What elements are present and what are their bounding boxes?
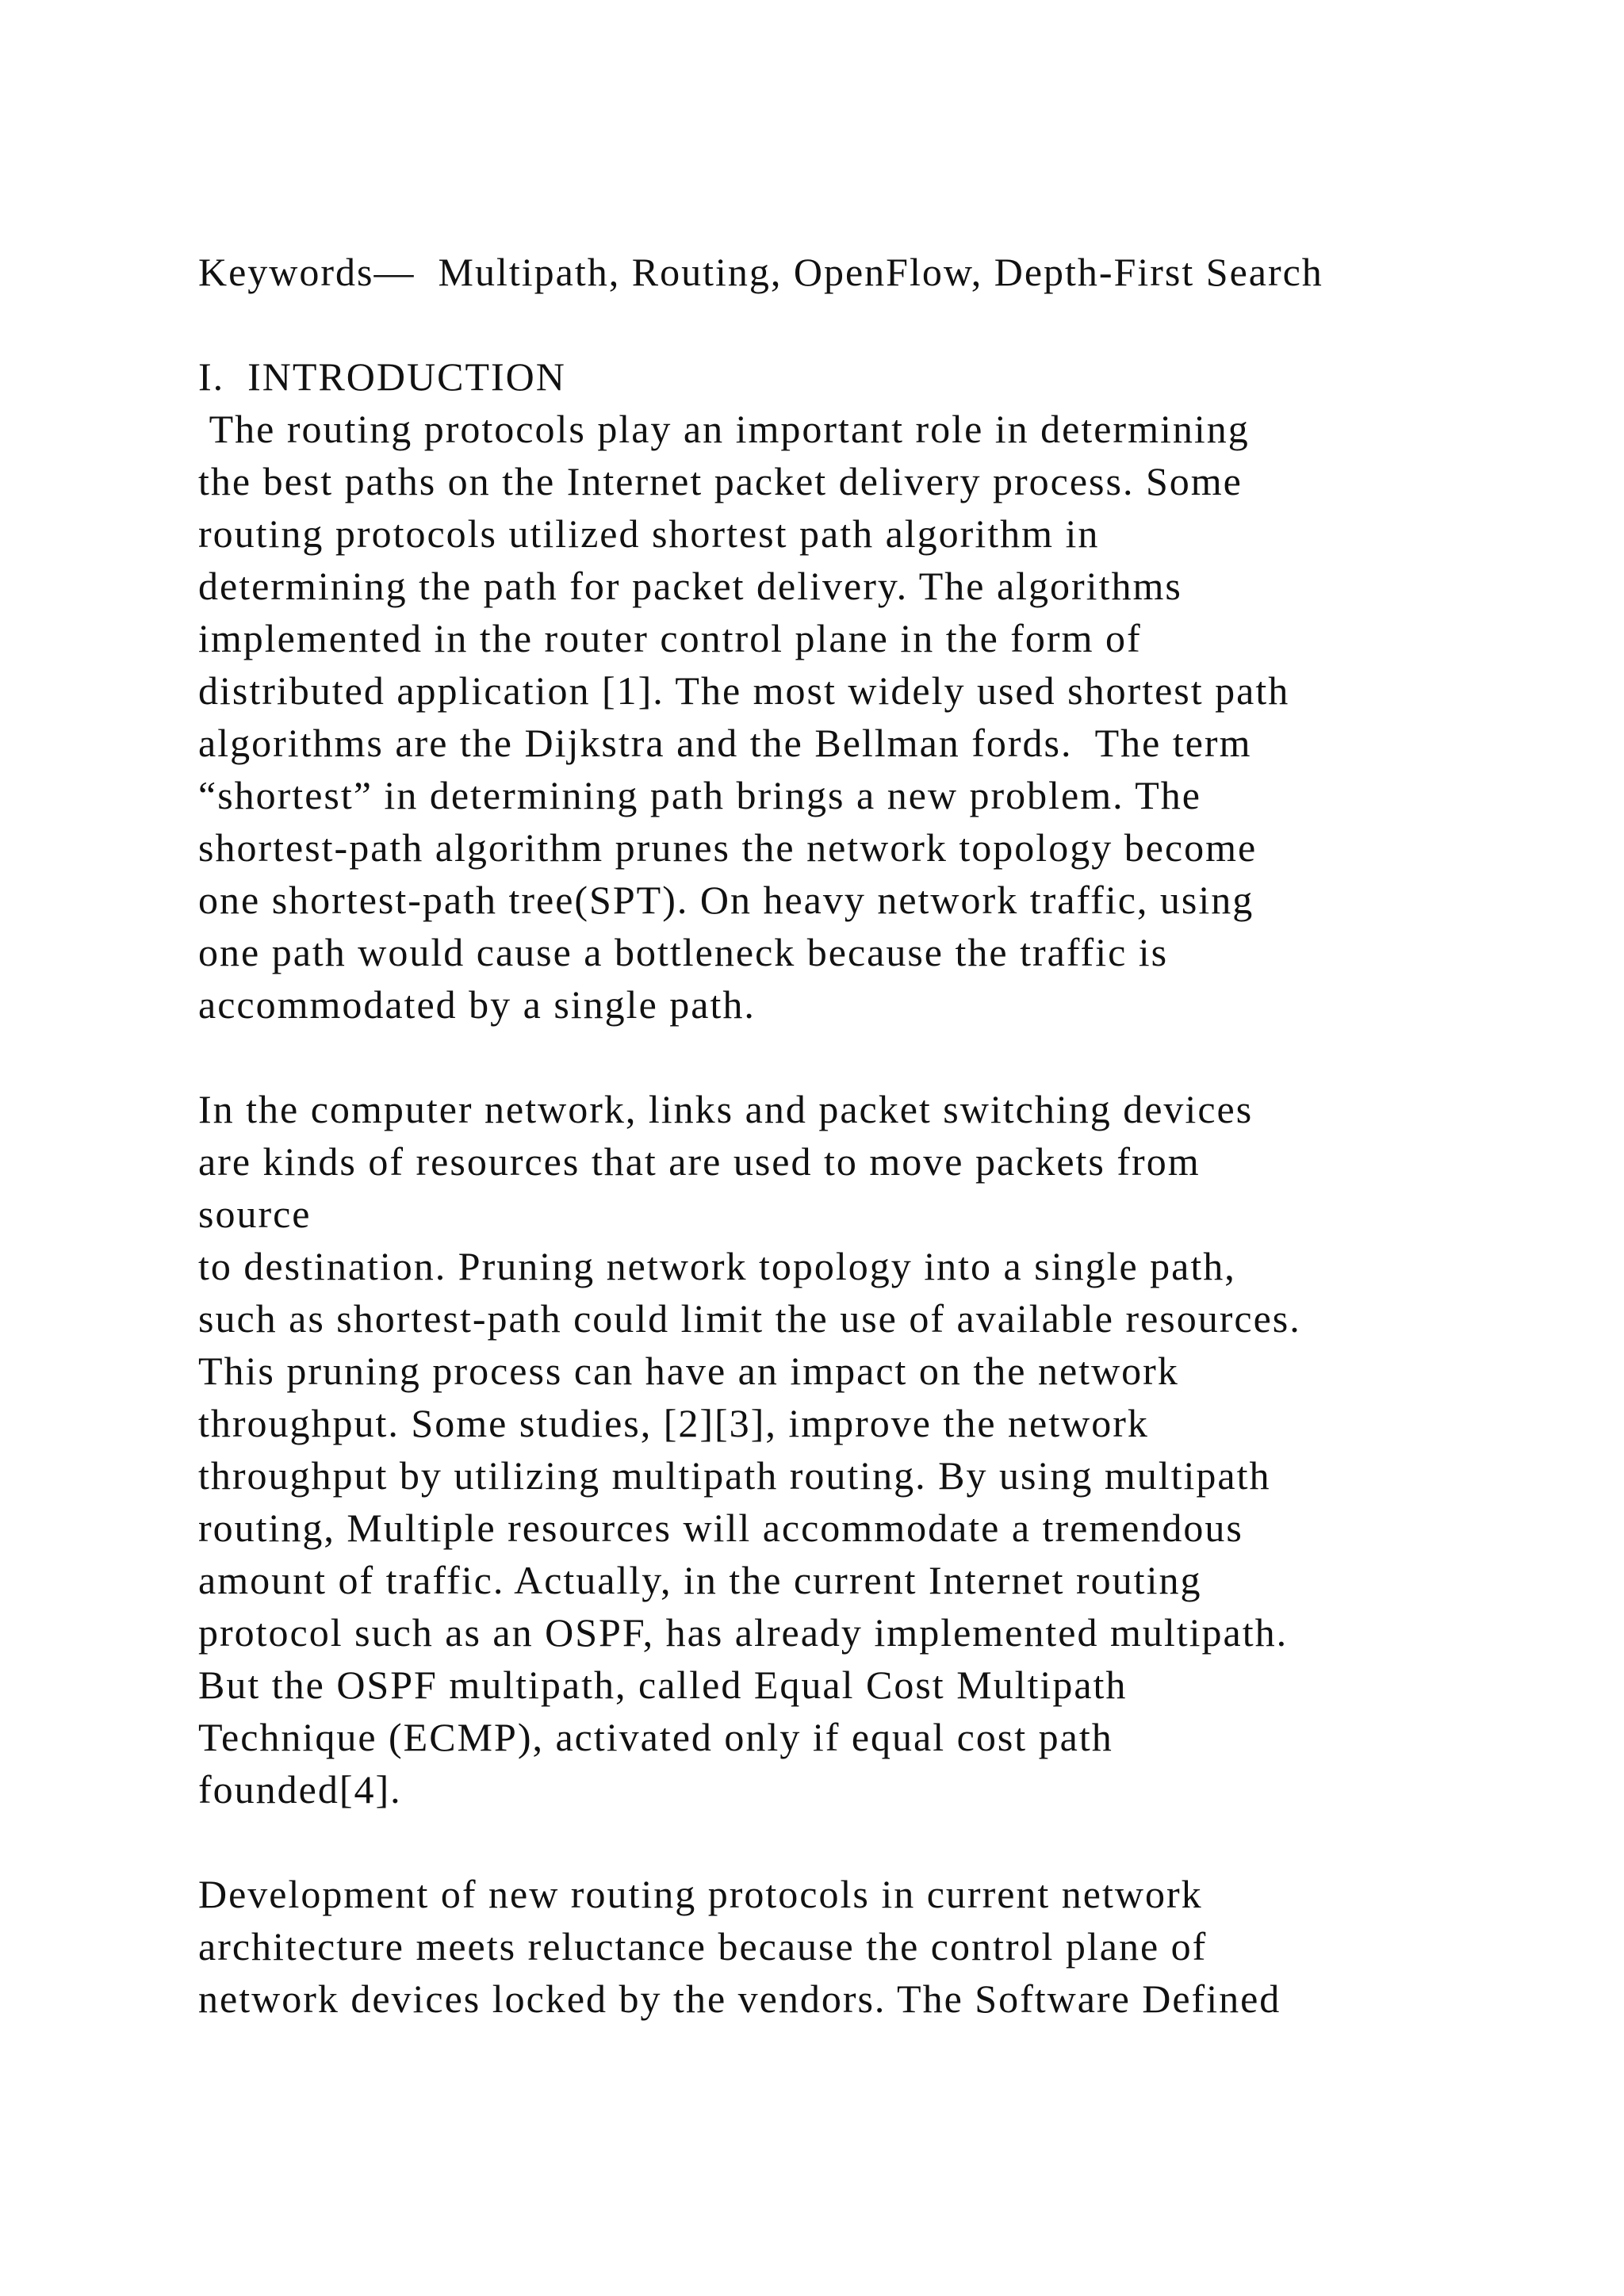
text-line: accommodated by a single path. bbox=[198, 982, 756, 1027]
text-line: are kinds of resources that are used to move packets from bbox=[198, 1139, 1201, 1184]
text-line: routing protocols utilized shortest path algorithm in bbox=[198, 511, 1100, 556]
text-line: architecture meets reluctance because the control plane of bbox=[198, 1924, 1208, 1969]
text-line: In the computer network, links and packet switching devices bbox=[198, 1087, 1254, 1131]
text-line: throughput. Some studies, [2][3], improve the network bbox=[198, 1401, 1149, 1445]
text-line: protocol such as an OSPF, has already implemented multipath. bbox=[198, 1610, 1289, 1655]
text-line: founded[4]. bbox=[198, 1767, 402, 1812]
paragraph-introduction-2 bbox=[198, 1083, 1435, 1816]
text-line: Development of new routing protocols in current network bbox=[198, 1872, 1203, 1916]
paragraph-gap bbox=[198, 1031, 1435, 1083]
text-line: The routing protocols play an important role in determining bbox=[198, 407, 1250, 451]
paragraph-gap bbox=[198, 298, 1435, 350]
text-line: throughput by utilizing multipath routing. By using multipath bbox=[198, 1453, 1271, 1498]
text-line: the best paths on the Internet packet delivery process. Some bbox=[198, 459, 1243, 503]
paragraph-introduction-3 bbox=[198, 1868, 1435, 2025]
paragraph-introduction-1 bbox=[198, 403, 1435, 1031]
text-line: amount of traffic. Actually, in the current Internet routing bbox=[198, 1558, 1202, 1602]
text-line: such as shortest-path could limit the use of available resources. bbox=[198, 1296, 1301, 1341]
text-line: This pruning process can have an impact on the network bbox=[198, 1349, 1179, 1393]
text-line: Technique (ECMP), activated only if equal cost path bbox=[198, 1715, 1113, 1759]
text-line: to destination. Pruning network topology into a single path, bbox=[198, 1244, 1236, 1288]
text-line: one shortest-path tree(SPT). On heavy network traffic, using bbox=[198, 878, 1254, 922]
text-line: network devices locked by the vendors. The Software Defined bbox=[198, 1976, 1281, 2021]
section-heading: I. INTRODUCTION bbox=[198, 354, 566, 399]
paragraph-gap bbox=[198, 1816, 1435, 1868]
text-line: one path would cause a bottleneck because the traffic is bbox=[198, 930, 1169, 974]
text-line: shortest-path algorithm prunes the network topology become bbox=[198, 825, 1258, 870]
keywords-line: Keywords— Multipath, Routing, OpenFlow, Depth-First Search bbox=[198, 250, 1323, 294]
text-line: distributed application [1]. The most widely used shortest path bbox=[198, 668, 1290, 713]
text-line: source bbox=[198, 1192, 312, 1236]
text-line: algorithms are the Dijkstra and the Bellman fords. The term bbox=[198, 721, 1252, 765]
text-line: “shortest” in determining path brings a new problem. The bbox=[198, 773, 1201, 817]
text-line: implemented in the router control plane in the form of bbox=[198, 616, 1142, 660]
text-line: determining the path for packet delivery. The algorithms bbox=[198, 564, 1182, 608]
text-line: routing, Multiple resources will accommodate a tremendous bbox=[198, 1506, 1243, 1550]
text-line: But the OSPF multipath, called Equal Cost Multipath bbox=[198, 1663, 1128, 1707]
document-text bbox=[198, 246, 1435, 2025]
